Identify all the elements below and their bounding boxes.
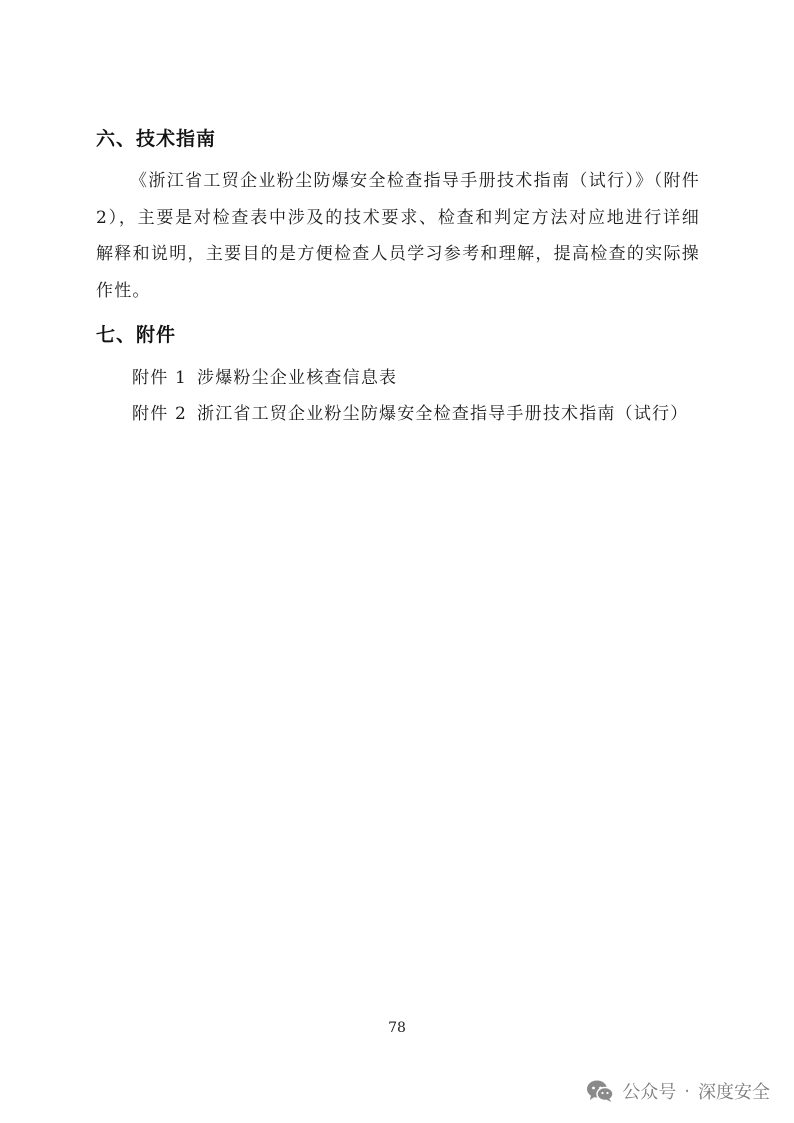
attachment-item — [132, 363, 397, 388]
wechat-icon — [586, 1079, 614, 1103]
section-heading-attachments: 七、附件 — [96, 324, 177, 346]
section-heading-technical-guide: 六、技术指南 — [96, 128, 217, 150]
page-number: 78 — [388, 1020, 406, 1036]
watermark-account: 公众号 — [622, 1082, 677, 1103]
attachment-title: 涉爆粉尘企业核查信息表 — [197, 368, 398, 388]
watermark-name: 深度安全 — [698, 1082, 770, 1103]
attachment-label: 附件 2 — [132, 404, 188, 424]
attachment-label: 附件 1 — [132, 368, 188, 388]
wechat-watermark — [586, 1078, 770, 1104]
attachment-item — [132, 399, 688, 424]
attachment-title: 浙江省工贸企业粉尘防爆安全检查指导手册技术指南（试行） — [197, 404, 689, 424]
section-paragraph-technical-guide: 《浙江省工贸企业粉尘防爆安全检查指导手册技术指南（试行）》（附件2），主要是对检查表中涉及的技术要求、检查和判定方法对应地进行详细解释和说明，主要目的是方便检查人员学习参考和理解，提高检查的实际操作性。 — [96, 171, 700, 301]
watermark-separator: · — [684, 1080, 690, 1102]
